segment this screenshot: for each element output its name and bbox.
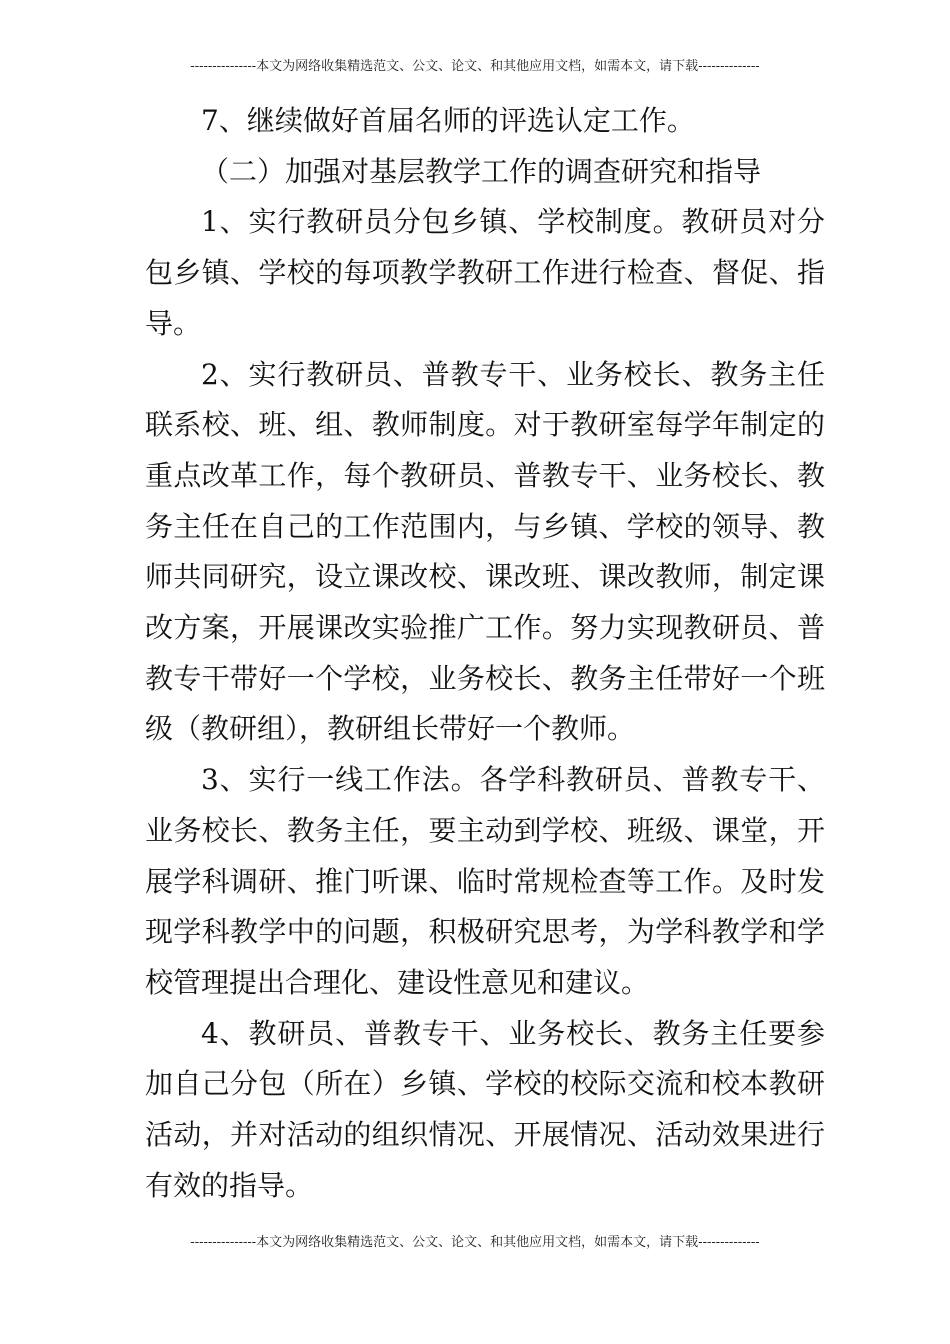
footer-banner: ---------------本文为网络收集精选范文、公文、论文、和其他应用文档，如需本文，请下载-------------- bbox=[190, 1235, 760, 1250]
paragraph-item-4: 4、教研员、普教专干、业务校长、教务主任要参加自己分包（所在）乡镇、学校的校际交流和校本教研活动，并对活动的组织情况、开展情况、活动效果进行有效的指导。 bbox=[145, 1016, 825, 1202]
paragraph-item-2: 2、实行教研员、普教专干、业务校长、教务主任联系校、班、组、教师制度。对于教研室每学年制定的重点改革工作，每个教研员、普教专干、业务校长、教务主任在自己的工作范围内，与乡镇、学校的领导、教师共同研究，设立课改校、课改班、课改教师，制定课改方案，开展课改实验推广工作。努力实现教研员、普教专干带好一个学校，业务校长、教务主任带好一个班级（教研组），教研组长带好一个教师。 bbox=[145, 357, 825, 746]
paragraph-item-7: 7、继续做好首届名师的评选认定工作。 bbox=[201, 104, 695, 137]
paragraph-item-3: 3、实行一线工作法。各学科教研员、普教专干、业务校长、教务主任，要主动到学校、班级、课堂，开展学科调研、推门听课、临时常规检查等工作。及时发现学科教学中的问题，积极研究思考，为学科教学和学校管理提出合理化、建设性意见和建议。 bbox=[145, 763, 825, 999]
section-heading: （二）加强对基层教学工作的调查研究和指导 bbox=[201, 154, 762, 188]
paragraph-item-1: 1、实行教研员分包乡镇、学校制度。教研员对分包乡镇、学校的每项教学教研工作进行检查、督促、指导。 bbox=[145, 205, 825, 340]
header-banner: ---------------本文为网络收集精选范文、公文、论文、和其他应用文档，如需本文，请下载-------------- bbox=[190, 59, 760, 74]
document-body bbox=[145, 96, 825, 1211]
